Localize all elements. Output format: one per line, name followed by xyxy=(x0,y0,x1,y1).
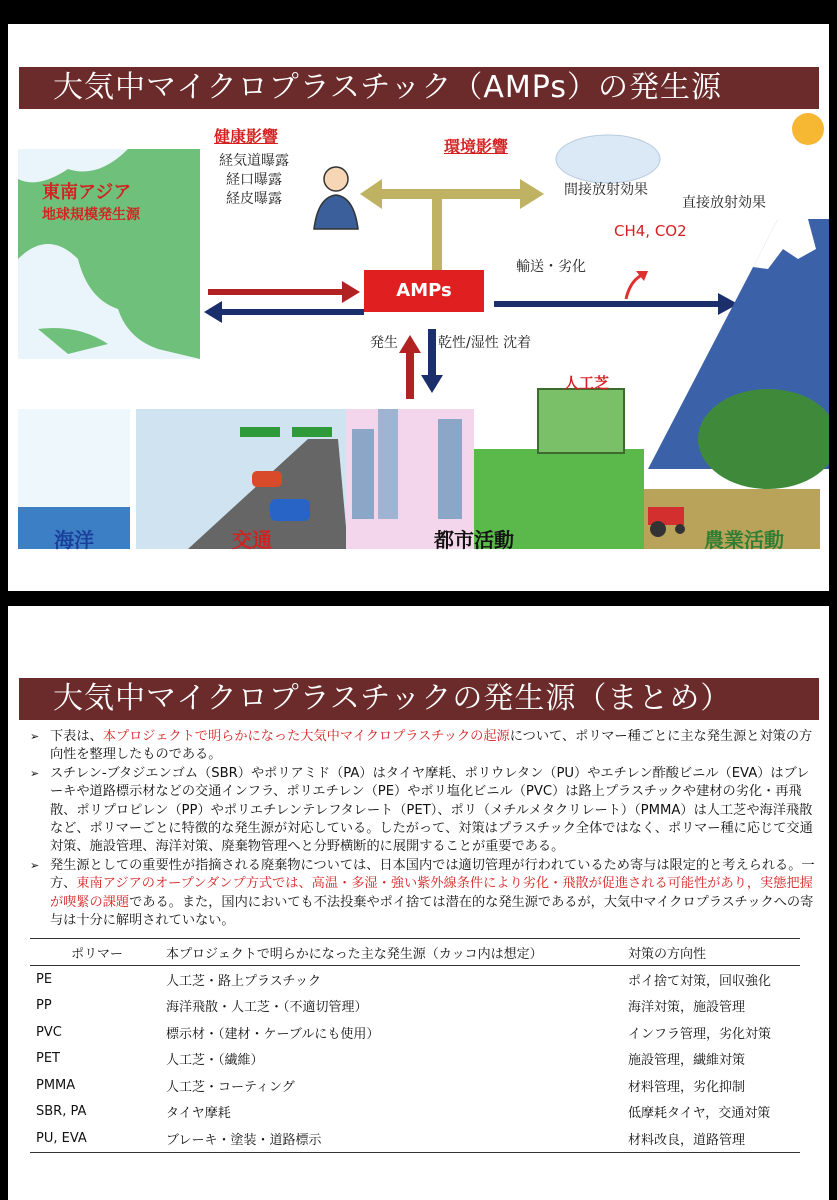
emission-deposition-arrows xyxy=(399,329,443,399)
agriculture-label: 農業活動 xyxy=(704,528,784,552)
bullet-arrow-icon: ➢ xyxy=(30,858,40,872)
table-row: PU, EVA ブレーキ・塗装・道路標示 材料改良，道路管理 xyxy=(30,1125,800,1152)
exposure-item: 経気道曝露 xyxy=(219,153,289,169)
exchange-arrows xyxy=(204,281,364,323)
table-row: PVC 標示材・（建材・ケーブルにも使用） インフラ管理，劣化対策 xyxy=(36,1024,772,1042)
ghg-label: CH4, CO2 xyxy=(614,222,687,240)
sun-icon xyxy=(792,113,824,145)
exposure-item: 経口曝露 xyxy=(226,172,282,188)
table-row: PET 人工芝・（繊維） 施設管理，繊維対策 xyxy=(36,1051,746,1069)
turf-label: 人工芝 xyxy=(564,374,610,392)
table-header: ポリマー xyxy=(30,939,165,966)
indirect-effect-label: 間接放射効果 xyxy=(564,182,648,198)
table-row: SBR, PA タイヤ摩耗 低摩耗タイヤ，交通対策 xyxy=(36,1104,771,1122)
slide-ampsources xyxy=(8,24,829,591)
direct-effect-label: 直接放射効果 xyxy=(682,195,766,211)
table-header: 対策の方向性 xyxy=(627,939,800,966)
health-impact-label: 健康影響 xyxy=(214,127,279,146)
bullet-item: ➢ 下表は、本プロジェクトで明らかになった大気中マイクロプラスチックの起源について、ポリマー種ごとに主な発生源と対策の方向性を整理したものである。 xyxy=(30,729,813,763)
bullet-arrow-icon: ➢ xyxy=(30,766,40,780)
env-impact-label: 環境影響 xyxy=(444,137,509,156)
slide2-title: 大気中マイクロプラスチックの発生源（まとめ） xyxy=(19,678,819,720)
bullet-arrow-icon: ➢ xyxy=(30,730,40,743)
exposure-list xyxy=(208,152,300,209)
table-header-row xyxy=(30,939,800,966)
slide-summary xyxy=(8,606,829,1200)
mountain-icon xyxy=(648,219,829,489)
deposition-label: 乾性/湿性 沈着 xyxy=(438,335,532,351)
cloud-icon xyxy=(556,135,660,183)
slide1-title: 大気中マイクロプラスチック（AMPs）の発生源 xyxy=(19,67,819,109)
exposure-item: 経皮曝露 xyxy=(226,191,282,207)
traffic-label: 交通 xyxy=(232,528,272,552)
person-icon xyxy=(314,167,358,229)
table-row: PMMA 人工芝・コーティング 材料管理，劣化抑制 xyxy=(36,1077,746,1095)
sea-subtitle: 地球規模発生源 xyxy=(42,207,140,223)
sea-title: 東南アジア xyxy=(42,182,132,203)
amps-box: AMPs xyxy=(364,270,484,312)
bullet-item: ➢ 発生源としての重要性が指摘される廃棄物については、日本国内では適切管理が行われているため寄与は限定的と考えられる。一方、東南アジアのオープンダンプ方式では、高温・多湿・強い紫外線条件により劣化・飛散が促進される可能性があり，実態把握が喫緊の課題である。また，国内においても不法投棄やポイ捨ては潜在的な発生源であるが，大気中マイクロプラスチックへの寄与は十分に解明されていない。 xyxy=(30,857,815,929)
urban-label: 都市活動 xyxy=(434,528,514,552)
table-row: PE 人工芝・路上プラスチック ポイ捨て対策，回収強化 xyxy=(36,971,772,989)
ocean-label: 海洋 xyxy=(54,528,94,552)
bullet-item: ➢ スチレン-ブタジエンゴム（SBR）やポリアミド（PA）はタイヤ摩耗、ポリウレタン（PU）やエチレン酢酸ビニル（EVA）はブレーキや道路標示材などの交通インフラ、ポリエチレン（PE）やポリ塩化ビニル（PVC）は路上プラスチックや建材の劣化・再飛散、ポリプロピレン（PP）やポリエチレンテレフタレート（PET）、ポリ（メチルメタクリレート）（PMMA）は人工芝や海洋飛散など、ポリマーごとに特徴的な発生源が対応している。したがって、対策はプラスチック全体ではなく、ポリマー種に応じて交通対策、施設管理、海洋対策、廃棄物管理へと分野横断的に展開することが重要である。 xyxy=(30,765,813,855)
summary-bullets xyxy=(28,728,818,930)
transport-arrow xyxy=(494,271,738,315)
table-header: 本プロジェクトで明らかになった主な発生源（カッコ内は想定） xyxy=(165,939,627,966)
transport-label: 輸送・劣化 xyxy=(516,259,586,275)
emission-label: 発生 xyxy=(370,335,398,351)
table-row: PP 海洋飛散・人工芝・（不適切管理） 海洋対策，施設管理 xyxy=(36,998,746,1016)
polymer-source-table xyxy=(30,938,800,1153)
